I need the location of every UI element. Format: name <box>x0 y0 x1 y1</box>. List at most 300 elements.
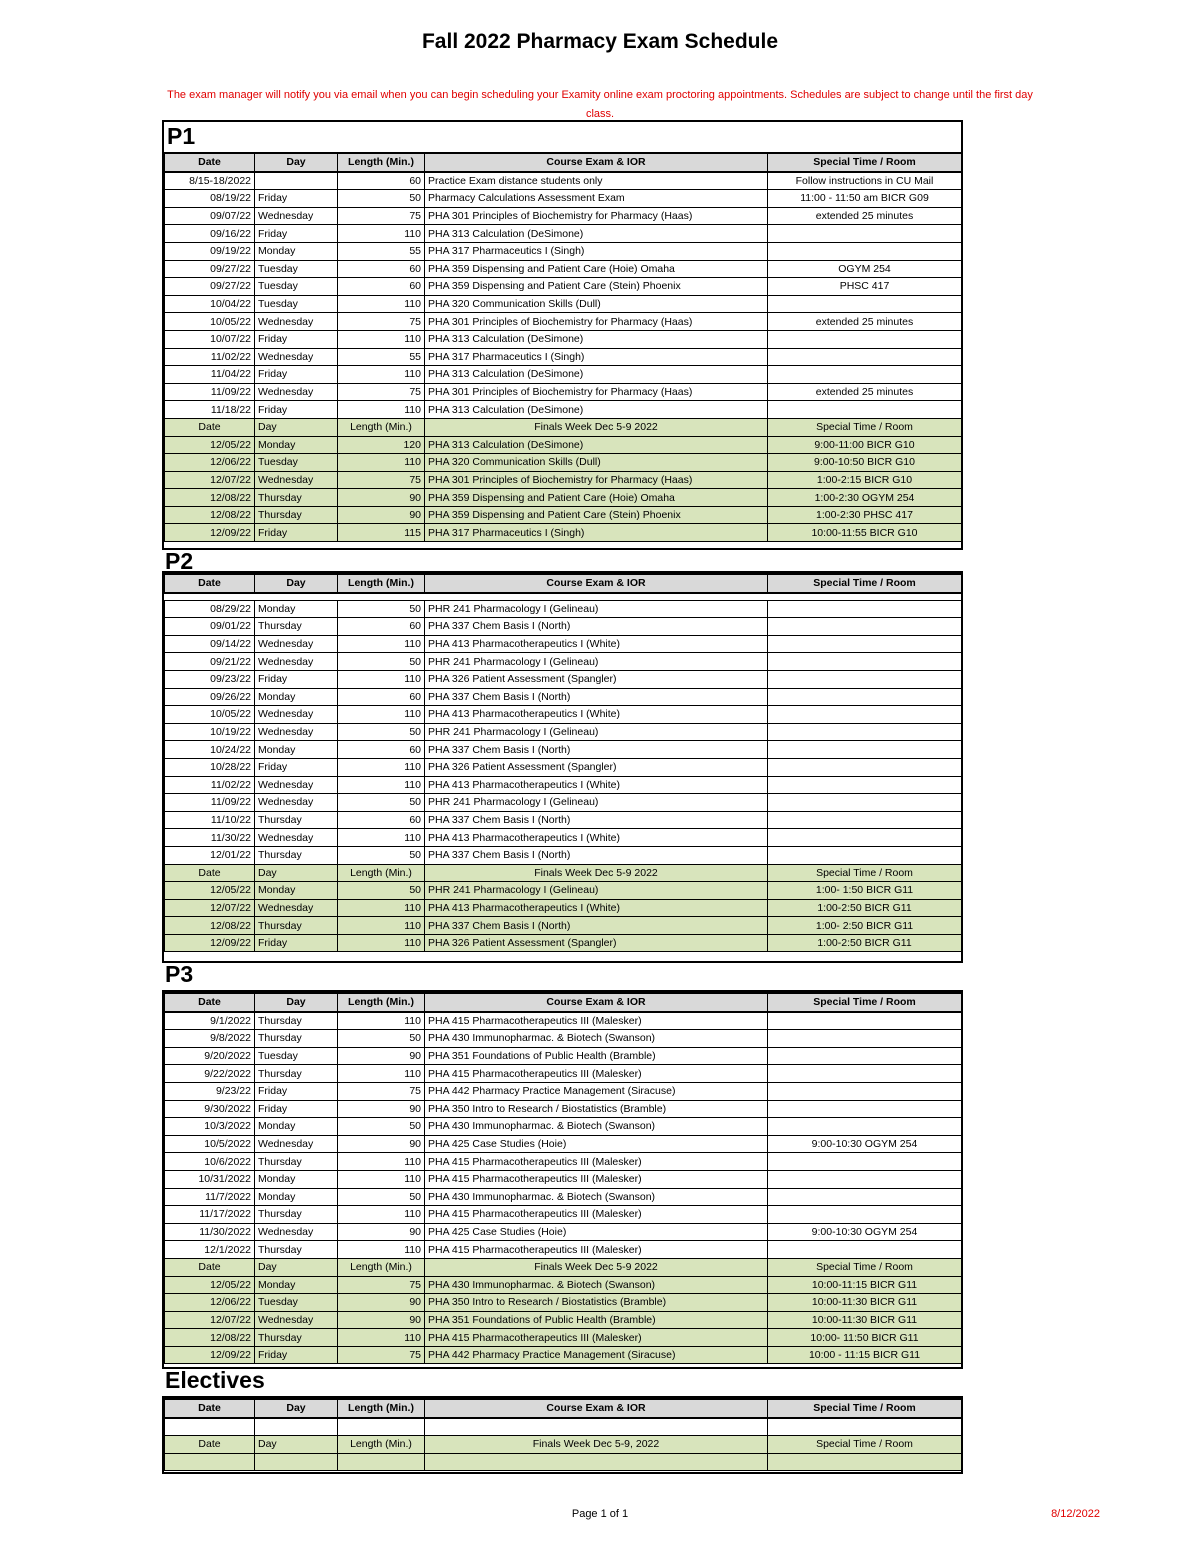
room-cell <box>768 366 962 384</box>
date-cell: 11/18/22 <box>165 401 255 419</box>
date-cell: 09/16/22 <box>165 225 255 243</box>
schedule-table-p3 <box>164 992 962 1364</box>
date-cell: 10/28/22 <box>165 758 255 776</box>
day-cell <box>255 172 338 190</box>
day-cell: Wednesday <box>255 706 338 724</box>
section-heading-p3: P3 <box>165 961 194 987</box>
course-cell: PHA 413 Pharmacotherapeutics I (White) <box>425 829 768 847</box>
date-cell: 10/05/22 <box>165 313 255 331</box>
length-cell: 110 <box>338 1206 425 1224</box>
day-cell: Tuesday <box>255 295 338 313</box>
course-cell: PHA 337 Chem Basis I (North) <box>425 618 768 636</box>
column-header-row <box>165 1399 962 1418</box>
date-cell: 9/30/2022 <box>165 1100 255 1118</box>
course-cell: PHA 430 Immunopharmac. & Biotech (Swanson) <box>425 1030 768 1048</box>
table-row <box>165 899 962 917</box>
table-row <box>165 225 962 243</box>
date-cell: 12/1/2022 <box>165 1241 255 1259</box>
day-cell: Tuesday <box>255 1047 338 1065</box>
length-cell: 110 <box>338 670 425 688</box>
room-cell: OGYM 254 <box>768 260 962 278</box>
course-cell: PHA 350 Intro to Research / Biostatistics (Bramble) <box>425 1294 768 1312</box>
course-cell: PHA 317 Pharmaceutics I (Singh) <box>425 242 768 260</box>
room-cell: Special Time / Room <box>768 574 962 593</box>
length-cell <box>338 1418 425 1436</box>
room-cell <box>768 670 962 688</box>
course-cell: PHA 313 Calculation (DeSimone) <box>425 366 768 384</box>
date-cell: 12/08/22 <box>165 489 255 507</box>
date-cell: 11/02/22 <box>165 776 255 794</box>
page-number: Page 1 of 1 <box>571 1508 629 1520</box>
length-cell: 50 <box>338 846 425 864</box>
length-cell: 110 <box>338 934 425 952</box>
length-cell: 90 <box>338 1223 425 1241</box>
table-row <box>165 330 962 348</box>
room-cell: Special Time / Room <box>768 1258 962 1276</box>
room-cell <box>768 811 962 829</box>
length-cell <box>338 1453 425 1471</box>
date-cell: 10/6/2022 <box>165 1153 255 1171</box>
date-cell: 09/07/22 <box>165 207 255 225</box>
day-cell: Monday <box>255 1188 338 1206</box>
course-cell: PHA 413 Pharmacotherapeutics I (White) <box>425 899 768 917</box>
room-cell: Special Time / Room <box>768 1436 962 1454</box>
room-cell: PHSC 417 <box>768 278 962 296</box>
course-cell: PHA 301 Principles of Biochemistry for Pharmacy (Haas) <box>425 313 768 331</box>
table-row <box>165 401 962 419</box>
course-cell: PHA 326 Patient Assessment (Spangler) <box>425 934 768 952</box>
room-cell <box>768 653 962 671</box>
document-title: Fall 2022 Pharmacy Exam Schedule <box>421 30 779 53</box>
course-cell <box>425 1453 768 1471</box>
course-cell: PHA 413 Pharmacotherapeutics I (White) <box>425 635 768 653</box>
course-cell: PHA 313 Calculation (DeSimone) <box>425 330 768 348</box>
day-cell: Monday <box>255 436 338 454</box>
day-cell: Friday <box>255 225 338 243</box>
course-cell: PHA 442 Pharmacy Practice Management (Siracuse) <box>425 1346 768 1364</box>
course-cell: PHA 430 Immunopharmac. & Biotech (Swanson) <box>425 1276 768 1294</box>
table-row <box>165 600 962 618</box>
date-cell: Date <box>165 153 255 172</box>
day-cell: Wednesday <box>255 653 338 671</box>
day-cell: Wednesday <box>255 794 338 812</box>
course-cell: PHA 415 Pharmacotherapeutics III (Malesker) <box>425 1170 768 1188</box>
room-cell <box>768 1100 962 1118</box>
course-cell: PHA 359 Dispensing and Patient Care (Hoie) Omaha <box>425 489 768 507</box>
room-cell: 10:00-11:55 BICR G10 <box>768 524 962 542</box>
course-cell: PHA 350 Intro to Research / Biostatistics (Bramble) <box>425 1100 768 1118</box>
date-cell: 09/26/22 <box>165 688 255 706</box>
schedule-table-p1 <box>164 152 962 542</box>
print-date: 8/12/2022 <box>1051 1508 1100 1520</box>
course-cell: PHR 241 Pharmacology I (Gelineau) <box>425 723 768 741</box>
table-row <box>165 829 962 847</box>
room-cell: 10:00 - 11:15 BICR G11 <box>768 1346 962 1364</box>
table-row <box>165 794 962 812</box>
table-row <box>165 934 962 952</box>
table-row <box>165 618 962 636</box>
date-cell: 12/05/22 <box>165 1276 255 1294</box>
length-cell: 60 <box>338 172 425 190</box>
course-cell: Course Exam & IOR <box>425 153 768 172</box>
length-cell: 50 <box>338 190 425 208</box>
length-cell: 110 <box>338 917 425 935</box>
course-cell: Finals Week Dec 5-9 2022 <box>425 418 768 436</box>
table-row <box>165 436 962 454</box>
date-cell: 12/09/22 <box>165 1346 255 1364</box>
day-cell: Friday <box>255 330 338 348</box>
length-cell: 110 <box>338 295 425 313</box>
section-p2 <box>162 571 963 963</box>
date-cell: 10/19/22 <box>165 723 255 741</box>
room-cell <box>768 741 962 759</box>
spacer-cell <box>165 593 255 601</box>
day-cell: Thursday <box>255 1012 338 1030</box>
date-cell: 11/7/2022 <box>165 1188 255 1206</box>
length-cell: 90 <box>338 1135 425 1153</box>
room-cell: 1:00- 2:50 BICR G11 <box>768 917 962 935</box>
length-cell: 90 <box>338 1100 425 1118</box>
section-electives <box>162 1396 963 1474</box>
length-cell: 90 <box>338 1294 425 1312</box>
room-cell <box>768 635 962 653</box>
date-cell: 10/07/22 <box>165 330 255 348</box>
day-cell: Friday <box>255 934 338 952</box>
length-cell: 110 <box>338 454 425 472</box>
length-cell: 50 <box>338 794 425 812</box>
table-row <box>165 1012 962 1030</box>
date-cell: 12/01/22 <box>165 846 255 864</box>
date-cell: 09/01/22 <box>165 618 255 636</box>
length-cell: 115 <box>338 524 425 542</box>
date-cell: 10/05/22 <box>165 706 255 724</box>
length-cell: Length (Min.) <box>338 153 425 172</box>
table-row <box>165 242 962 260</box>
table-row <box>165 1047 962 1065</box>
day-cell: Wednesday <box>255 471 338 489</box>
length-cell: 50 <box>338 882 425 900</box>
table-row <box>165 776 962 794</box>
room-cell: Special Time / Room <box>768 993 962 1012</box>
room-cell: 9:00-11:00 BICR G10 <box>768 436 962 454</box>
day-cell: Day <box>255 153 338 172</box>
table-row <box>165 1065 962 1083</box>
room-cell <box>768 330 962 348</box>
spacer-cell <box>255 593 338 601</box>
room-cell: 1:00- 1:50 BICR G11 <box>768 882 962 900</box>
day-cell: Day <box>255 864 338 882</box>
table-row <box>165 1311 962 1329</box>
length-cell: 110 <box>338 401 425 419</box>
date-cell: Date <box>165 993 255 1012</box>
course-cell: PHA 359 Dispensing and Patient Care (Stein) Phoenix <box>425 506 768 524</box>
date-cell: 12/06/22 <box>165 1294 255 1312</box>
room-cell: 1:00-2:30 PHSC 417 <box>768 506 962 524</box>
table-row <box>165 1241 962 1259</box>
room-cell <box>768 600 962 618</box>
room-cell: 1:00-2:50 BICR G11 <box>768 899 962 917</box>
length-cell: 90 <box>338 489 425 507</box>
course-cell <box>425 1418 768 1436</box>
table-row <box>165 1276 962 1294</box>
day-cell: Tuesday <box>255 260 338 278</box>
column-header-row <box>165 993 962 1012</box>
course-cell: PHA 413 Pharmacotherapeutics I (White) <box>425 706 768 724</box>
length-cell: 60 <box>338 688 425 706</box>
section-heading-p1: P1 <box>167 123 196 149</box>
length-cell: 110 <box>338 225 425 243</box>
course-cell: PHA 320 Communication Skills (Dull) <box>425 454 768 472</box>
room-cell <box>768 242 962 260</box>
date-cell: 08/29/22 <box>165 600 255 618</box>
room-cell: 10:00-11:15 BICR G11 <box>768 1276 962 1294</box>
table-row <box>165 741 962 759</box>
length-cell: 60 <box>338 618 425 636</box>
room-cell: Special Time / Room <box>768 418 962 436</box>
date-cell <box>165 1418 255 1436</box>
table-row <box>165 190 962 208</box>
schedule-table-p2 <box>164 573 962 952</box>
day-cell: Wednesday <box>255 1223 338 1241</box>
room-cell <box>768 758 962 776</box>
date-cell: 11/02/22 <box>165 348 255 366</box>
length-cell: 90 <box>338 1311 425 1329</box>
course-cell: Pharmacy Calculations Assessment Exam <box>425 190 768 208</box>
table-row <box>165 1418 962 1436</box>
spacer-cell <box>768 593 962 601</box>
day-cell: Friday <box>255 190 338 208</box>
table-row <box>165 670 962 688</box>
day-cell: Day <box>255 993 338 1012</box>
date-cell: 9/23/22 <box>165 1082 255 1100</box>
day-cell: Wednesday <box>255 348 338 366</box>
table-row <box>165 172 962 190</box>
length-cell: 60 <box>338 260 425 278</box>
table-row <box>165 1329 962 1347</box>
room-cell <box>768 829 962 847</box>
day-cell: Monday <box>255 1118 338 1136</box>
length-cell: 110 <box>338 829 425 847</box>
section-heading-electives: Electives <box>165 1367 265 1393</box>
day-cell: Day <box>255 1399 338 1418</box>
course-cell: Course Exam & IOR <box>425 993 768 1012</box>
table-row <box>165 383 962 401</box>
room-cell <box>768 776 962 794</box>
date-cell: 09/19/22 <box>165 242 255 260</box>
spacer-row <box>165 593 962 601</box>
day-cell: Thursday <box>255 1065 338 1083</box>
course-cell: PHA 337 Chem Basis I (North) <box>425 741 768 759</box>
date-cell: 11/09/22 <box>165 383 255 401</box>
schedule-table-electives <box>164 1398 962 1471</box>
course-cell: Practice Exam distance students only <box>425 172 768 190</box>
day-cell: Day <box>255 574 338 593</box>
room-cell <box>768 1012 962 1030</box>
date-cell: 9/22/2022 <box>165 1065 255 1083</box>
length-cell: 50 <box>338 1188 425 1206</box>
table-row <box>165 1346 962 1364</box>
day-cell: Wednesday <box>255 723 338 741</box>
room-cell <box>768 794 962 812</box>
course-cell: PHA 317 Pharmaceutics I (Singh) <box>425 348 768 366</box>
date-cell: 11/10/22 <box>165 811 255 829</box>
course-cell: PHA 359 Dispensing and Patient Care (Hoie) Omaha <box>425 260 768 278</box>
table-row <box>165 1294 962 1312</box>
table-row <box>165 366 962 384</box>
room-cell: 9:00-10:50 BICR G10 <box>768 454 962 472</box>
course-cell: PHA 442 Pharmacy Practice Management (Siracuse) <box>425 1082 768 1100</box>
date-cell: 09/21/22 <box>165 653 255 671</box>
date-cell: 10/04/22 <box>165 295 255 313</box>
table-row <box>165 1170 962 1188</box>
day-cell: Thursday <box>255 846 338 864</box>
day-cell: Friday <box>255 1100 338 1118</box>
course-cell: PHR 241 Pharmacology I (Gelineau) <box>425 600 768 618</box>
date-cell: 09/27/22 <box>165 278 255 296</box>
room-cell: 1:00-2:15 BICR G10 <box>768 471 962 489</box>
date-cell: 09/27/22 <box>165 260 255 278</box>
day-cell: Friday <box>255 524 338 542</box>
notice-text: The exam manager will notify you via email when you can begin scheduling your Examity online exam proctoring appointments. Schedules are subject to change until the first day class. <box>167 89 1033 120</box>
length-cell: 110 <box>338 1329 425 1347</box>
course-cell: PHA 415 Pharmacotherapeutics III (Malesker) <box>425 1241 768 1259</box>
length-cell: 50 <box>338 723 425 741</box>
course-cell: PHR 241 Pharmacology I (Gelineau) <box>425 882 768 900</box>
course-cell: Course Exam & IOR <box>425 574 768 593</box>
room-cell: 9:00-10:30 OGYM 254 <box>768 1223 962 1241</box>
day-cell: Tuesday <box>255 278 338 296</box>
day-cell: Wednesday <box>255 635 338 653</box>
date-cell: 9/1/2022 <box>165 1012 255 1030</box>
course-cell: PHA 413 Pharmacotherapeutics I (White) <box>425 776 768 794</box>
table-row <box>165 524 962 542</box>
course-cell: PHA 415 Pharmacotherapeutics III (Malesker) <box>425 1153 768 1171</box>
length-cell: 75 <box>338 313 425 331</box>
course-cell: Finals Week Dec 5-9 2022 <box>425 864 768 882</box>
date-cell: 10/5/2022 <box>165 1135 255 1153</box>
table-row <box>165 688 962 706</box>
day-cell: Friday <box>255 366 338 384</box>
table-row <box>165 489 962 507</box>
room-cell <box>768 348 962 366</box>
day-cell: Monday <box>255 242 338 260</box>
date-cell: 12/07/22 <box>165 471 255 489</box>
table-row <box>165 1153 962 1171</box>
day-cell: Wednesday <box>255 776 338 794</box>
date-cell: Date <box>165 864 255 882</box>
date-cell: Date <box>165 1258 255 1276</box>
date-cell: 10/3/2022 <box>165 1118 255 1136</box>
table-row <box>165 706 962 724</box>
table-row <box>165 811 962 829</box>
room-cell <box>768 1206 962 1224</box>
length-cell: 55 <box>338 348 425 366</box>
length-cell: 50 <box>338 600 425 618</box>
date-cell: 12/07/22 <box>165 1311 255 1329</box>
table-row <box>165 1100 962 1118</box>
day-cell: Thursday <box>255 618 338 636</box>
length-cell: 60 <box>338 811 425 829</box>
day-cell: Day <box>255 418 338 436</box>
length-cell: Length (Min.) <box>338 1258 425 1276</box>
length-cell: 110 <box>338 776 425 794</box>
day-cell: Tuesday <box>255 454 338 472</box>
length-cell: 110 <box>338 366 425 384</box>
table-row <box>165 758 962 776</box>
course-cell: PHA 301 Principles of Biochemistry for Pharmacy (Haas) <box>425 207 768 225</box>
length-cell: 110 <box>338 1065 425 1083</box>
date-cell: 12/07/22 <box>165 899 255 917</box>
room-cell <box>768 723 962 741</box>
length-cell: 110 <box>338 330 425 348</box>
room-cell: Special Time / Room <box>768 864 962 882</box>
room-cell <box>768 1418 962 1436</box>
day-cell: Wednesday <box>255 313 338 331</box>
room-cell: extended 25 minutes <box>768 207 962 225</box>
length-cell: 50 <box>338 1118 425 1136</box>
finals-header-row <box>165 1258 962 1276</box>
date-cell: Date <box>165 574 255 593</box>
room-cell <box>768 1241 962 1259</box>
length-cell: 50 <box>338 653 425 671</box>
table-row <box>165 313 962 331</box>
table-row <box>165 1118 962 1136</box>
length-cell: 110 <box>338 635 425 653</box>
date-cell: 12/08/22 <box>165 506 255 524</box>
course-cell: PHA 337 Chem Basis I (North) <box>425 811 768 829</box>
room-cell: 10:00-11:30 BICR G11 <box>768 1294 962 1312</box>
room-cell: Special Time / Room <box>768 1399 962 1418</box>
length-cell: 75 <box>338 471 425 489</box>
date-cell: 10/24/22 <box>165 741 255 759</box>
course-cell: PHA 326 Patient Assessment (Spangler) <box>425 670 768 688</box>
course-cell: PHA 425 Case Studies (Hoie) <box>425 1223 768 1241</box>
day-cell: Thursday <box>255 1030 338 1048</box>
length-cell: Length (Min.) <box>338 993 425 1012</box>
table-row <box>165 723 962 741</box>
finals-header-row <box>165 1436 962 1454</box>
table-row <box>165 471 962 489</box>
date-cell: 12/05/22 <box>165 436 255 454</box>
day-cell: Tuesday <box>255 1294 338 1312</box>
day-cell: Thursday <box>255 1206 338 1224</box>
room-cell: 10:00-11:30 BICR G11 <box>768 1311 962 1329</box>
section-p1 <box>162 120 963 550</box>
course-cell: PHA 313 Calculation (DeSimone) <box>425 436 768 454</box>
course-cell: PHA 351 Foundations of Public Health (Bramble) <box>425 1311 768 1329</box>
day-cell: Monday <box>255 688 338 706</box>
table-row <box>165 1188 962 1206</box>
table-row <box>165 653 962 671</box>
course-cell: PHR 241 Pharmacology I (Gelineau) <box>425 653 768 671</box>
length-cell: 110 <box>338 1241 425 1259</box>
date-cell: Date <box>165 1436 255 1454</box>
course-cell: PHA 425 Case Studies (Hoie) <box>425 1135 768 1153</box>
room-cell <box>768 706 962 724</box>
course-cell: Course Exam & IOR <box>425 1399 768 1418</box>
column-header-row <box>165 574 962 593</box>
room-cell <box>768 1188 962 1206</box>
day-cell: Thursday <box>255 1329 338 1347</box>
course-cell: PHA 430 Immunopharmac. & Biotech (Swanson) <box>425 1188 768 1206</box>
day-cell <box>255 1418 338 1436</box>
room-cell <box>768 295 962 313</box>
date-cell: 12/08/22 <box>165 1329 255 1347</box>
length-cell: 110 <box>338 1153 425 1171</box>
date-cell: 9/8/2022 <box>165 1030 255 1048</box>
date-cell: 12/08/22 <box>165 917 255 935</box>
room-cell: 10:00- 11:50 BICR G11 <box>768 1329 962 1347</box>
